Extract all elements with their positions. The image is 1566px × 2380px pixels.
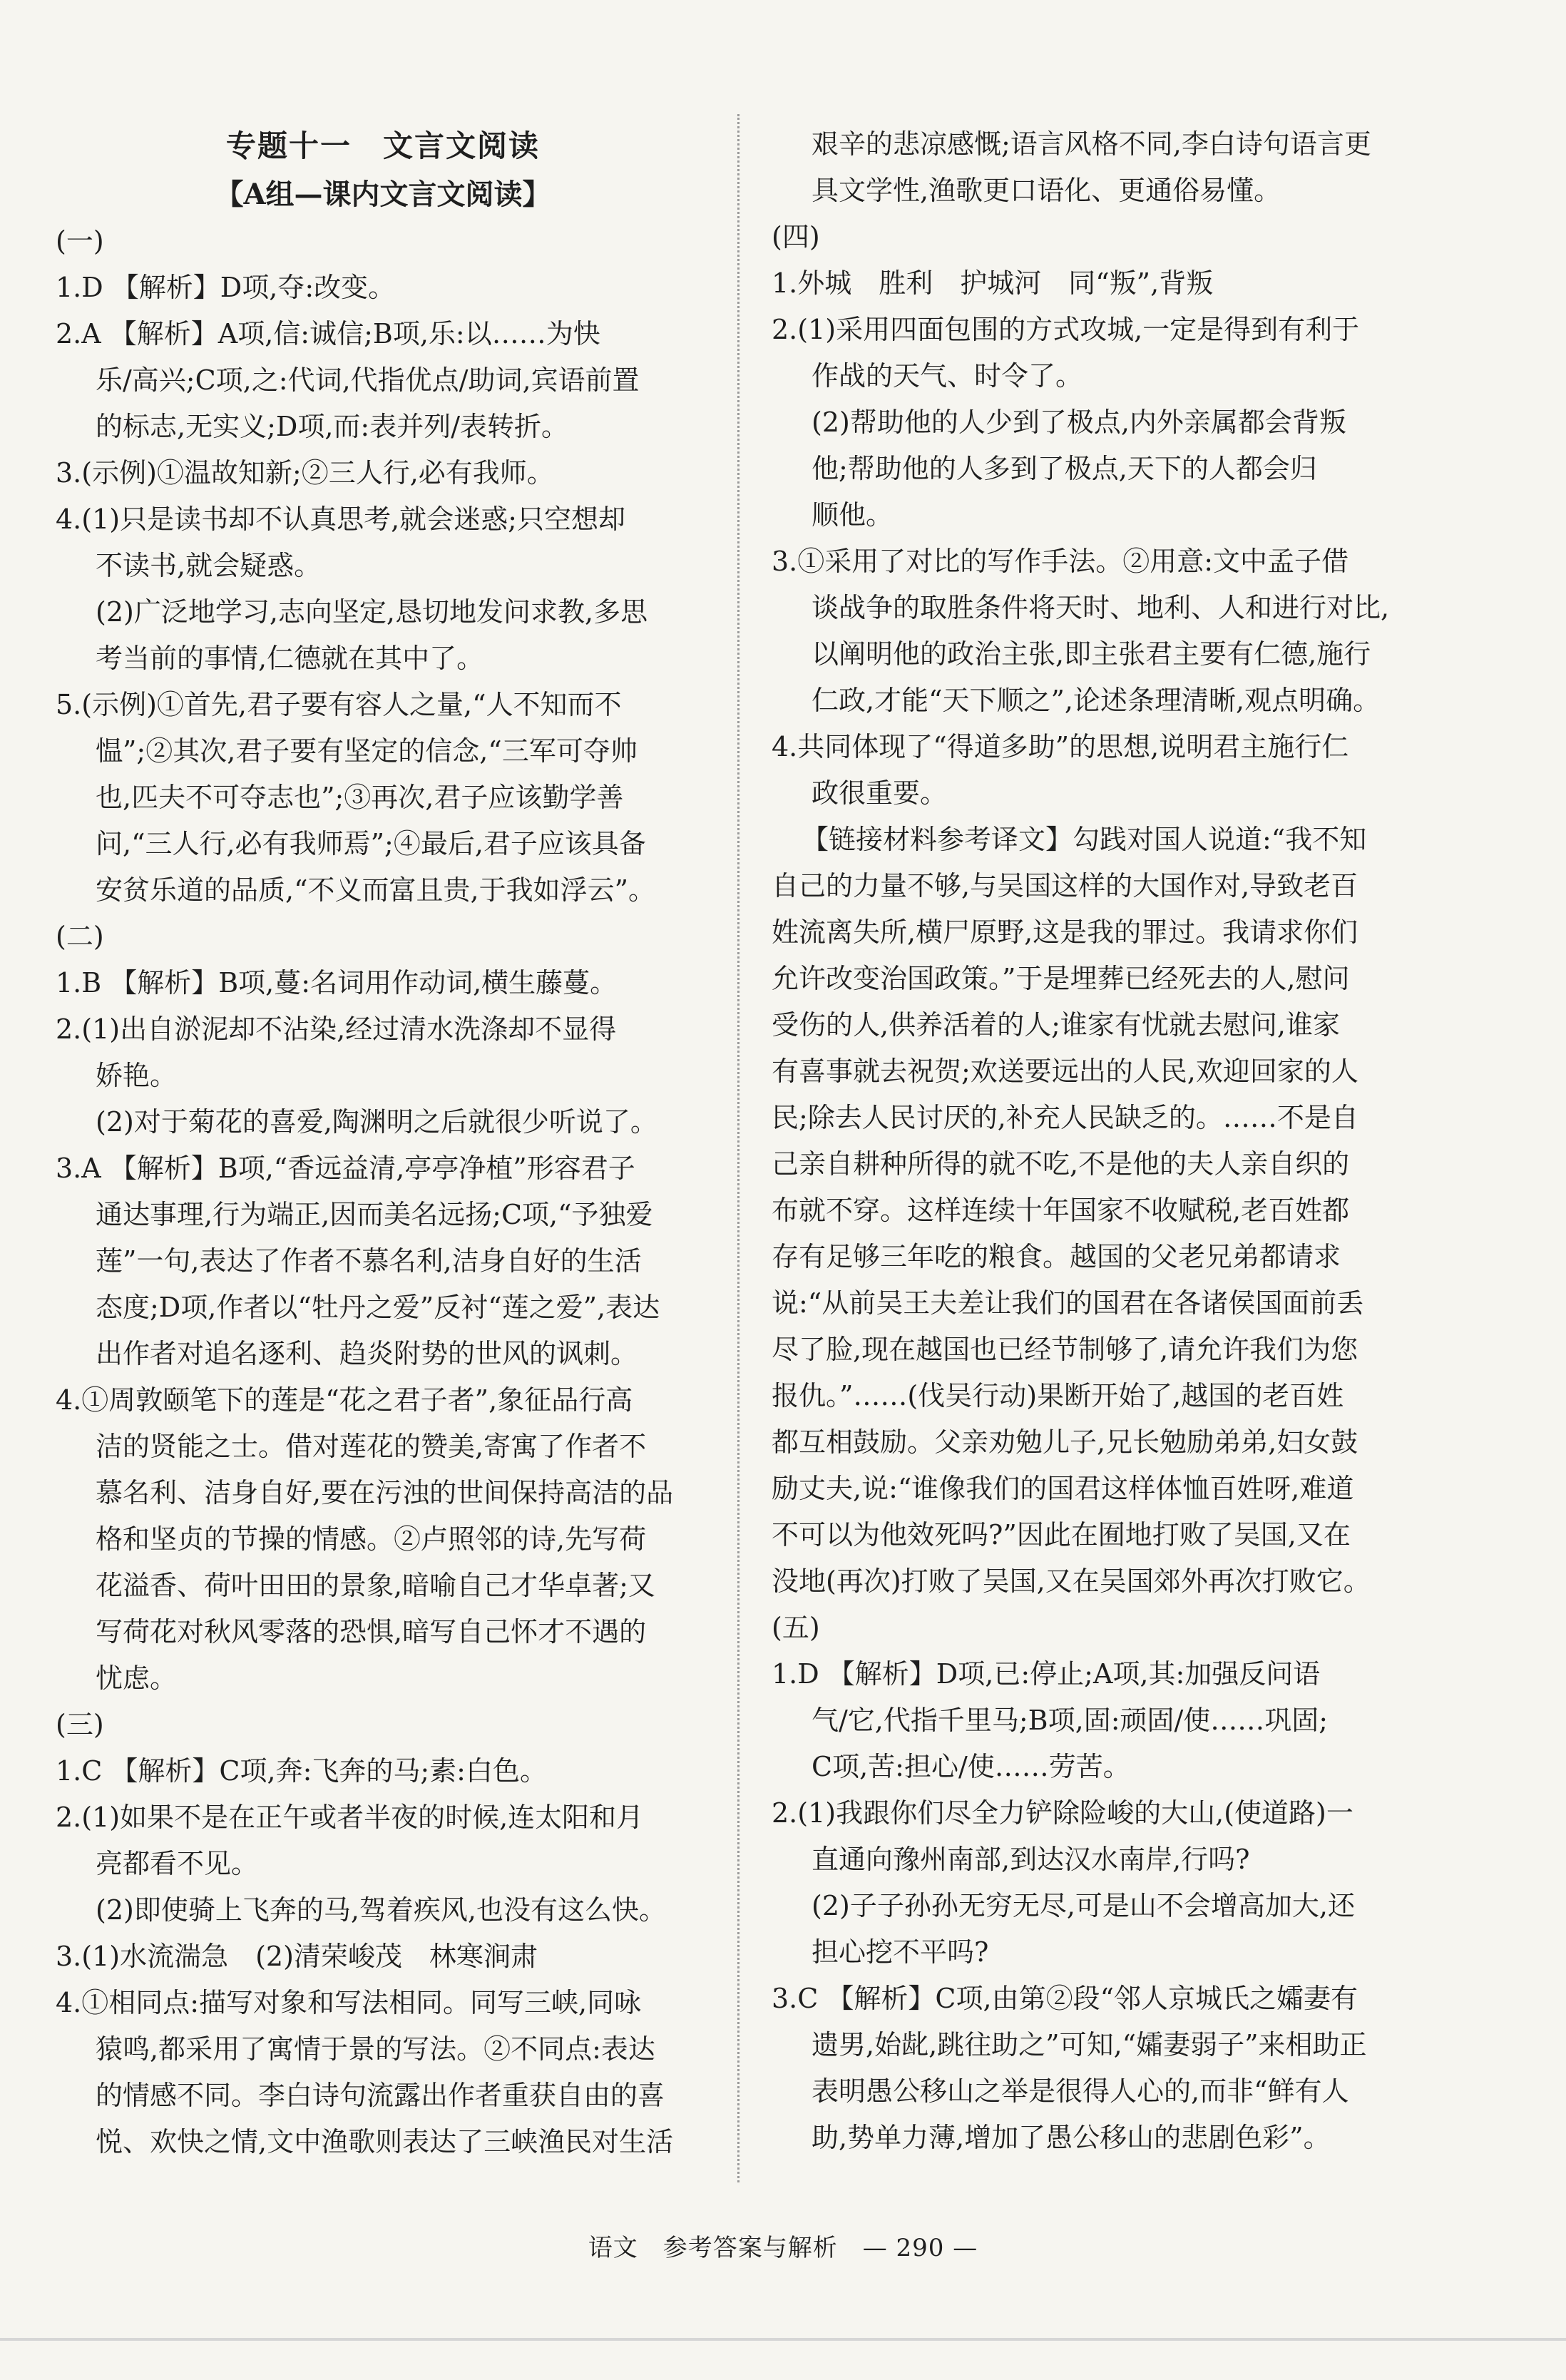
text-line: (2)子子孙孙无穷无尽,可是山不会增高加大,还 [812,1890,1355,1921]
text-line: 1.外城 胜利 护城河 同“叛”,背叛 [772,267,1214,299]
right-text-lines [772,121,1426,2161]
text-line: 出作者对追名逐利、趋炎附势的世风的讽刺。 [96,1338,638,1369]
text-line: 作战的天气、时令了。 [812,360,1083,392]
text-line: 政很重要。 [812,777,948,809]
text-line: 亮都看不见。 [96,1848,259,1879]
text-line: 气/它,代指千里马;B项,固:顽固/使……巩固; [812,1705,1329,1736]
text-line: (2)帮助他的人少到了极点,内外亲属都会背叛 [812,407,1346,438]
text-line: 1.D 【解析】D项,夺:改变。 [56,272,396,303]
text-line: 安贫乐道的品质,“不义而富且贵,于我如浮云”。 [96,874,656,906]
text-line: (二) [56,921,104,952]
text-line: 具文学性,渔歌更口语化、更通俗易懂。 [812,175,1281,206]
text-line: (2)广泛地学习,志向坚定,恳切地发问求教,多思 [96,596,648,628]
text-line: 娇艳。 [96,1060,178,1091]
text-line: 顺他。 [812,499,894,531]
text-line: 直通向豫州南部,到达汉水南岸,行吗? [812,1844,1250,1875]
right-column [772,121,1426,2161]
text-line: 慕名利、洁身自好,要在污浊的世间保持高洁的品 [96,1477,674,1508]
text-line: 也,匹夫不可夺志也”;③再次,君子应该勤学善 [96,782,624,813]
text-line: 2.(1)我跟你们尽全力铲除险峻的大山,(使道路)一 [772,1797,1353,1829]
page-title: 专题十一 文言文阅读 [225,128,540,163]
text-line: 自己的力量不够,与吴国这样的大国作对,导致老百 [772,870,1358,902]
text-line: 1.D 【解析】D项,已:停止;A项,其:加强反问语 [772,1658,1321,1690]
text-line: 写荷花对秋风零落的恐惧,暗写自己怀才不遇的 [96,1616,647,1648]
text-line: 2.(1)如果不是在正午或者半夜的时候,连太阳和月 [56,1802,644,1833]
text-line: (四) [772,221,820,252]
text-line: 说:“从前吴王夫差让我们的国君在各诸侯国面前丢 [772,1287,1364,1319]
text-line: 3.(1)水流湍急 (2)清荣峻茂 林寒涧肃 [56,1941,538,1972]
text-line: 以阐明他的政治主张,即主张君主要有仁德,施行 [812,638,1371,670]
text-line: 都互相鼓励。父亲劝勉儿子,兄长勉励弟弟,妇女鼓 [772,1426,1358,1458]
text-line: 2.(1)出自淤泥却不沾染,经过清水洗涤却不显得 [56,1013,617,1045]
text-line: 报仇。”……(伐吴行动)果断开始了,越国的老百姓 [772,1380,1344,1411]
text-line: 花溢香、荷叶田田的景象,暗喻自己才华卓著;又 [96,1570,655,1601]
text-line: 不读书,就会疑惑。 [96,550,322,581]
text-line: 3.①采用了对比的写作手法。②用意:文中孟子借 [772,546,1349,577]
text-line: 3.(示例)①温故知新;②三人行,必有我师。 [56,457,554,489]
text-line: 考当前的事情,仁德就在其中了。 [96,643,484,674]
text-line: 3.A 【解析】B项,“香远益清,亭亭净植”形容君子 [56,1153,635,1184]
text-line: 己亲自耕种所得的就不吃,不是他的夫人亲自织的 [772,1148,1350,1180]
text-line: 态度;D项,作者以“牡丹之爱”反衬“莲之爱”,表达 [96,1292,660,1323]
text-line: 他;帮助他的人多到了极点,天下的人都会归 [812,453,1317,484]
bottom-rule [0,2338,1566,2341]
text-line: 民;除去人民讨厌的,补充人民缺乏的。……不是自 [772,1102,1358,1133]
text-line: (2)对于菊花的喜爱,陶渊明之后就很少听说了。 [96,1106,657,1138]
text-line: 2.A 【解析】A项,信:诚信;B项,乐:以……为快 [56,318,600,349]
page-footer: 语文 参考答案与解析 — 290 — [588,2234,978,2262]
text-line: 忧虑。 [96,1663,178,1694]
text-line: 励丈夫,说:“谁像我们的国君这样体恤百姓呀,难道 [772,1473,1354,1504]
text-line: 问,“三人行,必有我师焉”;④最后,君子应该具备 [96,828,646,859]
text-line: 尽了脸,现在越国也已经节制够了,请允许我们为您 [772,1334,1358,1365]
left-column [56,121,710,2165]
text-line: 表明愚公移山之举是很得人心的,而非“鲜有人 [812,2075,1349,2107]
text-line: 仁政,才能“天下顺之”,论述条理清晰,观点明确。 [812,685,1381,716]
column-divider [737,114,741,2182]
text-line: 不可以为他效死吗?”因此在囿地打败了吴国,又在 [772,1519,1351,1551]
text-line: 5.(示例)①首先,君子要有容人之量,“人不知而不 [56,689,622,720]
text-line: 允许改变治国政策。”于是埋葬已经死去的人,慰问 [772,963,1350,994]
text-line: 通达事理,行为端正,因而美名远扬;C项,“予独爱 [96,1199,653,1230]
left-text-lines [56,218,710,2165]
text-line: (五) [772,1612,820,1643]
text-line: 洁的贤能之士。借对莲花的赞美,寄寓了作者不 [96,1431,647,1462]
text-line: 遗男,始龀,跳往助之”可知,“孀妻弱子”来相助正 [812,2029,1367,2060]
text-line: 乐/高兴;C项,之:代词,代指优点/助词,宾语前置 [96,364,640,396]
text-line: 1.B 【解析】B项,蔓:名词用作动词,横生藤蔓。 [56,967,618,999]
text-line: (2)即使骑上飞奔的马,驾着疾风,也没有这么快。 [96,1894,666,1926]
text-line: 有喜事就去祝贺;欢送要远出的人民,欢迎回家的人 [772,1056,1358,1087]
text-line: 莲”一句,表达了作者不慕名利,洁身自好的生活 [96,1245,642,1277]
text-line: 谈战争的取胜条件将天时、地利、人和进行对比, [812,592,1390,623]
text-line: 姓流离失所,横尸原野,这是我的罪过。我请求你们 [772,916,1358,948]
text-line: 愠”;②其次,君子要有坚定的信念,“三军可夺帅 [96,735,638,767]
text-line: 的标志,无实义;D项,而:表并列/表转折。 [96,411,569,442]
text-line: 4.(1)只是读书却不认真思考,就会迷惑;只空想却 [56,504,625,535]
text-line: 3.C 【解析】C项,由第②段“邻人京城氏之孀妻有 [772,1983,1358,2014]
text-line: 4.①相同点:描写对象和写法相同。同写三峡,同咏 [56,1987,642,2018]
text-line: 【链接材料参考译文】勾践对国人说道:“我不知 [802,824,1367,855]
text-line: 存有足够三年吃的粮食。越国的父老兄弟都请求 [772,1241,1341,1272]
text-line: 4.①周敦颐笔下的莲是“花之君子者”,象征品行高 [56,1384,633,1416]
text-line: 布就不穿。这样连续十年国家不收赋税,老百姓都 [772,1195,1350,1226]
text-line: 受伤的人,供养活着的人;谁家有忧就去慰问,谁家 [772,1009,1340,1041]
text-line: (一) [56,225,104,257]
text-line: 1.C 【解析】C项,奔:飞奔的马;素:白色。 [56,1755,547,1787]
text-line: (三) [56,1709,104,1740]
text-line: 没地(再次)打败了吴国,又在吴国郊外再次打败它。 [772,1566,1371,1597]
text-line: 悦、欢快之情,文中渔歌则表达了三峡渔民对生活 [96,2126,674,2157]
text-line: 艰辛的悲凉感慨;语言风格不同,李白诗句语言更 [812,128,1371,160]
text-line: 的情感不同。李白诗句流露出作者重获自由的喜 [96,2080,665,2111]
text-line: 2.(1)采用四面包围的方式攻城,一定是得到有利于 [772,314,1360,345]
text-line: 助,势单力薄,增加了愚公移山的悲剧色彩”。 [812,2122,1331,2153]
text-line: 猿鸣,都采用了寓情于景的写法。②不同点:表达 [96,2033,655,2065]
text-line: C项,苦:担心/使……劳苦。 [812,1751,1130,1782]
section-group-heading: 【A组—课内文言文阅读】 [215,178,551,211]
text-line: 担心挖不平吗? [812,1936,989,1968]
text-line: 4.共同体现了“得道多助”的思想,说明君主施行仁 [772,731,1349,762]
text-line: 格和坚贞的节操的情感。②卢照邻的诗,先写荷 [96,1523,647,1555]
